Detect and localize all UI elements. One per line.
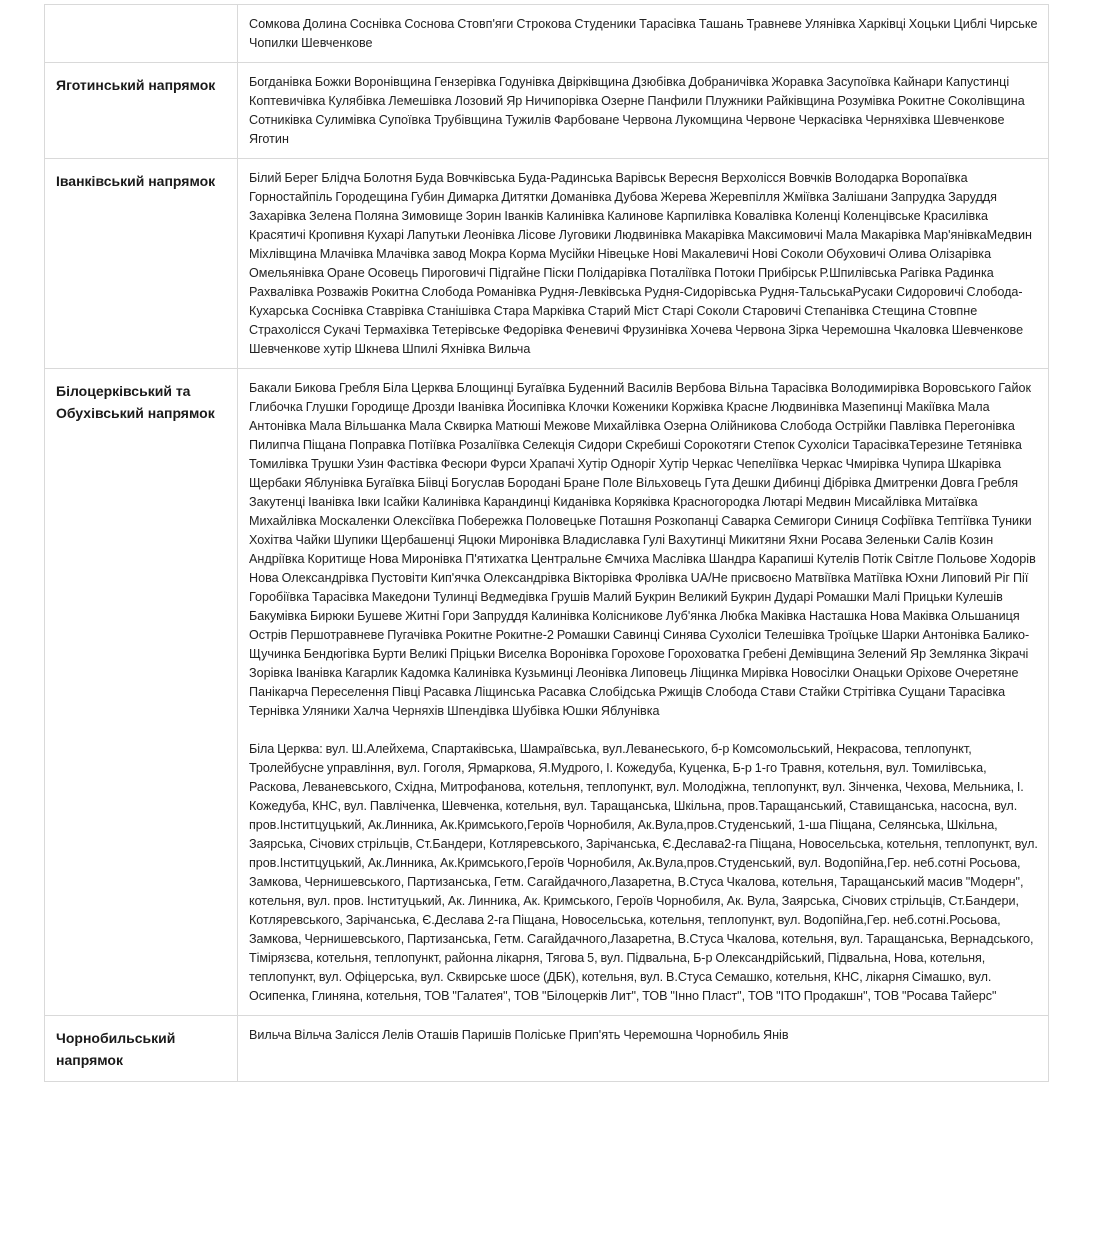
direction-name: Білоцерківський та Обухівський напрямок: [45, 369, 238, 1016]
direction-name: Чорнобильський напрямок: [45, 1016, 238, 1082]
settlements-cell: [238, 5, 1049, 63]
direction-name: Яготинський напрямок: [45, 63, 238, 159]
settlements-list: Бакали Бикова Гребля Біла Церква Блощинці Бугаївка Буденний Василів Вербова Вільна Тарасівка Володимирівка Воровського Гайок Глибочка Глушки Городище Дрозди Іванівка Йосипівка Клочки Коженики Коржівка Красне Людвинівка Мазепинці Макіївка Мала Антонівка Мала Вільшанка Мала Сквирка Матюші Межове Михайлівка Озерна Олійникова Слобода Острійки Павлівка Перегонівка Пилипча Піщана Поправка Потіївка Розаліївка Селекція Сидори Скребиші Сорокотяги Степок Сухоліси ТарасівкаТерезине Тетянівка Томилівка Трушки Узин Фастівка Фесюри Фурси Храпачі Хутір Одноріг Хутір Черкас Чепеліївка Черкас Чмирівка Чупира Шкарівка Щербаки Яблунівка Бугаївка Біівці Богуслав Бородані Бране Поле Вільховець Гута Дешки Дибинці Дібрівка Дмитренки Довга Гребля Закутенці Іванівка Івки Ісайки Калинівка Карандинці Киданівка Коряківка Красногородка Лютарі Медвин Мисайлівка Митаївка Михайлівка Москаленки Олексіївка Побережка Половецьке Поташня Розкопанці Саварка Семигори Синиця Софіївка Тептіївка Туники Хохітва Чайки Шупики Щербашенці Яцюки Миронівка Владиславка Гулі Вахутинці Микитяни Яхни Росава Зеленьки Салів Козин Андріївка Коритище Нова Миронівка П'ятихатка Центральне Ємчиха Маслівка Шандра Карапиші Кутелів Потік Світле Польове Ходорів Нова Олександрівка Пустовіти Кип'ячка Олександрівка Вікторівка Фролівка UA/Не присвоєно Матвіївка Матіївка Юхни Липовий Ріг Пії Горобіївка Тарасівка Македони Тулинці Ведмедівка Грушів Малий Букрин Великий Букрин Дударі Ромашки Малі Прицьки Кулешів Бакумівка Бирюки Бушеве Житні Гори Запруддя Калинівка Колісникове Луб'янка Любка Маківка Насташка Нова Маківка Ольшаниця Острів Першотравневе Пугачівка Рокитне Рокитне-2 Ромашки Савинці Синява Сухоліси Телешівка Троїцьке Шарки Антонівка Балико-Щучинка Бендюгівка Бурти Великі Пріцьки Виселка Воронівка Горохове Гороховатка Гребені Демівщина Зелений Яр Землянка Зікрачі Зорівка Іванівка Кагарлик Кадомка Калинівка Кузьминці Леонівка Липовець Ліщинка Мирівка Новосілки Онацьки Оріхове Очеретяне Панікарча Переселення Півці Расавка Ліщинська Расавка Слобідська Ржищів Слобода Стави Стайки Стрітівка Сущани Тарасівка Тернівка Уляники Халча Черняхів Шпендівка Шубівка Юшки Яблунівка: [249, 381, 1036, 718]
table-row: [45, 63, 1049, 159]
settlements-cell: [238, 369, 1049, 1016]
direction-name: Іванківський напрямок: [45, 159, 238, 369]
settlements-list: Білий Берег Блідча Болотня Буда Вовчківська Буда-Радинська Варівськ Вересня Верхолісся Вовчків Володарка Воропаївка Горностайпіль Городещина Губин Димарка Дитятки Доманівка Дубова Жерева Жеревпілля Жміївка Залішани Запрудка Заруддя Захарівка Зелена Поляна Зимовище Зорин Іванків Калинівка Калинове Карпилівка Ковалівка Коленці Коленцівське Красилівка Красятичі Кропивня Кухарі Лапутьки Леонівка Лісове Луговики Людвинівка Макарівка Максимовичі Мала Макарівка Мар'янівкаМедвин Міхлівщина Млачівка Млачівка завод Мокра Корма Мусійки Нівецьке Нові Макалевичі Нові Соколи Обуховичі Олива Олізарівка Омельянівка Оране Осовець Пироговичі Підгайне Піски Полідарівка Поталіївка Потоки Прибірськ Р.Шпилівська Рагівка Радинка Рахвалівка Розважів Рокитна Слобода Романівка Рудня-Левківська Рудня-Сидорівська Рудня-ТальськаРусаки Сидоровичі Слобода-Кухарська Соснівка Ставрівка Станішівка Стара Марківка Старий Міст Старі Соколи Старовичі Степанівка Стещина Стовпне Страхолісся Сукачі Термахівка Тетерівське Федорівка Феневичі Фрузинівка Хочева Червона Зірка Черемошна Чкаловка Шевченкове Шевченкове хутір Шкнева Шпилі Яхнівка Вильча: [249, 171, 1032, 356]
table-row: [45, 159, 1049, 369]
outage-directions-table: [44, 4, 1049, 1082]
settlements-list: Сомкова Долина Соснівка Соснова Стовп'яги Строкова Студеники Тарасівка Ташань Травневе Улянівка Харківці Хоцьки Циблі Чирське Чопилки Шевченкове: [249, 17, 1038, 50]
direction-name: [45, 5, 238, 63]
settlements-cell: [238, 159, 1049, 369]
settlements-list: Вильча Вільча Залісся Лелів Оташів Паришів Поліське Прип'ять Черемошна Чорнобиль Янів: [249, 1028, 789, 1042]
settlements-list: Богданівка Божки Воронівщина Гензерівка Годунівка Двірківщина Дзюбівка Добраничівка Жоравка Засупоївка Кайнари Капустинці Коптевичівка Кулябівка Лемешівка Лозовий Яр Ничипорівка Озерне Панфили Плужники Райківщина Розумівка Рокитне Соколівщина Сотниківка Сулимівка Супоївка Трубівщина Тужилів Фарбоване Червона Лукомщина Червоне Черкасівка Черняхівка Шевченкове Яготин: [249, 75, 1025, 146]
settlements-cell: [238, 63, 1049, 159]
table-row: [45, 369, 1049, 1016]
table-row: [45, 1016, 1049, 1082]
streets-list: Біла Церква: вул. Ш.Алейхема, Спартаківська, Шамраївська, вул.Леванеського, б-р Комсомольський, Некрасова, теплопункт, Тролейбусне управління, вул. Гоголя, Ярмаркова, Я.Мудрого, І. Кожедуба, Куценка, Б-р 1-го Травня, котельня, вул. Томилівська, Раскова, Леваневського, Східна, Митрофанова, котельня, теплопункт, вул. Молодіжна, теплопункт, вул. Зінченка, Чехова, Мельника, І. Кожедуба, КНС, вул. Павліченка, Шевченка, котельня, вул. Таращанська, Шкільна, пров.Таращанський, Ставищанська, насосна, вул. пров.Інститцуцький, Ак.Линника, Ак.Кримського,Героїв Чорнобиля, Ак.Вула,пров.Студенський, 1-ша Піщана, Селянська, Шкільна, Заярська, Січових стрільців, Ст.Бандери, Котляревського, Зарічанська, Є.Деслава2-га Піщана, Новосельська, котельня, теплопункт, вул. пров.Інститцуцький, Ак.Линника, Ак.Кримського,Героїв Чорнобиля, Ак.Вула,пров.Студенський, вул. Водопійна,Гер. неб.сотні Росьова, Замкова, Чернишевського, Партизанська, Гетм. Сагайдачного,Лазаретна, В.Стуса Чкалова, котельня, Таращанський масив "Модерн", котельня, вул. пров. Інституцький, Ак. Линника, Ак. Кримського, Героїв Чорнобиля, Ак. Вула, Заярська, Січових стрільців, Ст.Бандери, Котляревського, Зарічанська, Є.Деслава 2-га Піщана, Новосельська, котельня, теплопункт, вул. Водопійна,Гер. неб.сотні.Росьова, Замкова, Чернишевського, Партизанська, Гетм. Сагайдачного,Лазаретна, В.Стуса Чкалова, котельня, вул. Таращанська, Вернадського, Тімірязєва, котельня, теплопункт, районна лікарня, Тягова 5, вул. Підвальна, Б-р Олександрійський, Підвальна, Нова, котельня, теплопункт, вул. Офіцерська, вул. Сквирське шосе (ДБК), котельня, вул. В.Стуса Семашко, котельня, КНС, лікарня Сімашко, вул. Осипенка, Глиняна, котельня, ТОВ "Галатея", ТОВ "Білоцерків Лит", ТОВ "Інно Пласт", ТОВ "ІТО Продакшн", ТОВ "Росава Тайерс": [249, 742, 1038, 1003]
table-row: [45, 5, 1049, 63]
settlements-cell: [238, 1016, 1049, 1082]
